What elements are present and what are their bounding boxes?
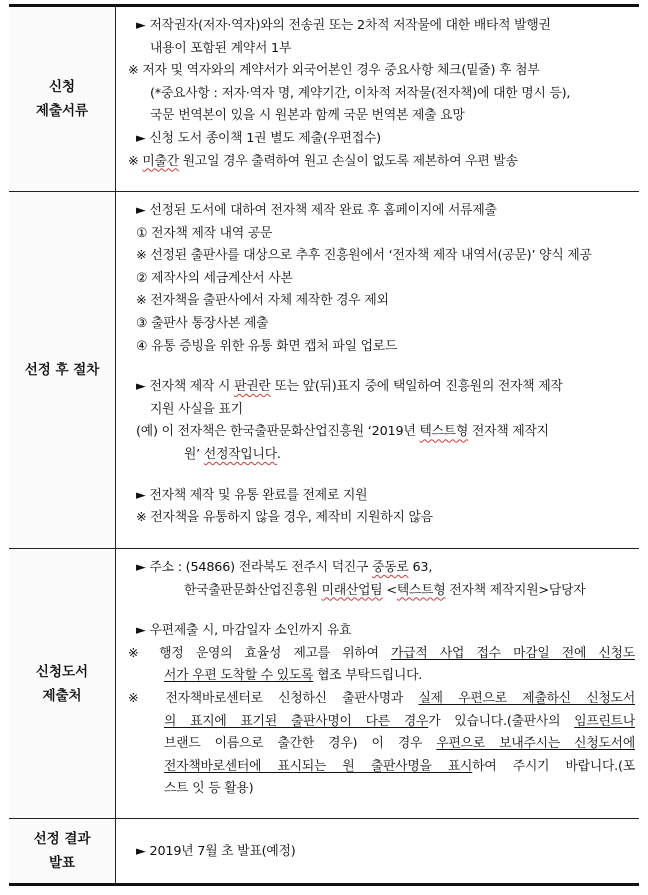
section-content <box>116 192 640 549</box>
emphasized-text: 미출간 <box>142 153 179 169</box>
text-run: ※ <box>128 153 143 169</box>
section-content <box>116 549 640 819</box>
text-run: ※ 저자 및 역자와의 계약서가 외국어본인 경우 중요사항 체크(밑줄) 후 첨부 <box>128 63 540 79</box>
text-line <box>128 60 635 83</box>
text-line <box>128 507 635 530</box>
section-row <box>9 819 639 885</box>
text-line <box>128 128 635 151</box>
text-run: ► 주소 : (54866) 전라북도 전주시 덕진구 <box>136 560 373 575</box>
text-line <box>128 756 635 779</box>
text-run: 협조 부탁드립니다. <box>313 668 423 684</box>
text-run: < <box>382 582 397 598</box>
text-run: ※ 행정 운영의 효율성 제고를 위하여 <box>128 645 392 661</box>
text-line <box>128 580 635 603</box>
emphasized-text: 선정작입니다 <box>203 446 277 462</box>
text-run: ※ 전자책을 유통하지 않을 경우, 제작비 지원하지 않음 <box>136 510 433 526</box>
emphasized-text: 가급적 사업 접수 마감일 전에 신청도 <box>391 645 635 661</box>
text-run: 한국출판문화산업진흥원 <box>184 582 322 598</box>
text-run: 원’ <box>184 446 204 462</box>
text-run: 국문 번역본이 있을 시 원본과 함께 국문 번역본 제출 요망 <box>150 108 465 124</box>
text-line <box>128 711 635 734</box>
section-label: 신청도서 제출처 <box>9 549 116 819</box>
emphasized-text: 의 표지에 표기된 출판사명이 다른 경우 <box>164 713 429 729</box>
text-line <box>128 336 635 359</box>
section-row <box>9 549 639 819</box>
text-run: ► 전자책 제작 시 <box>136 379 235 395</box>
emphasized-text: 미래산업팀 <box>321 582 383 598</box>
section-row <box>9 192 639 549</box>
text-run: ► 선정된 도서에 대하여 전자책 제작 완료 후 홈페이지에 서류제출 <box>136 203 497 218</box>
text-line <box>128 105 635 128</box>
text-run: ③ 출판사 통장사본 제출 <box>136 315 269 331</box>
text-line <box>128 665 635 688</box>
text-run: ► 우편제출 시, 마감일자 소인까지 유효 <box>136 623 352 639</box>
application-info-table <box>9 4 639 886</box>
text-line <box>128 376 635 399</box>
text-line <box>128 733 635 756</box>
text-run: ① 전자책 제작 내역 공문 <box>136 225 273 241</box>
text-run: ► 저작권자(저자·역자)와의 전송권 또는 2차적 저작물에 대한 배타적 발행권 <box>136 18 551 33</box>
spacer <box>128 358 635 376</box>
text-run: ※ 전자책바로센터로 신청하신 출판사명과 <box>128 690 419 706</box>
text-run: 전자책 제작지 <box>468 424 549 440</box>
text-run: 지원 사실을 표기 <box>150 401 243 417</box>
emphasized-text: 전자책바로센터에 표시되는 원 출판사명을 표시 <box>164 758 473 774</box>
text-line <box>128 688 635 711</box>
emphasized-text: 실제 우편으로 제출하신 신청도서 <box>418 690 635 706</box>
text-run: 또는 앞(뒤)표지 중에 택일하여 진흥원의 전자책 제작 <box>270 379 563 395</box>
text-line <box>128 151 635 174</box>
text-line <box>128 620 635 643</box>
text-run: 원고일 경우 출력하여 원고 손실이 없도록 제본하여 우편 발송 <box>178 153 518 169</box>
text-run: ► 전자책 제작 및 유통 완료를 전제로 지원 <box>136 487 368 503</box>
text-run: ※ 전자책을 출판사에서 자체 제작한 경우 제외 <box>136 293 389 309</box>
section-content <box>116 819 640 885</box>
text-line <box>128 245 635 268</box>
text-line <box>128 485 635 508</box>
section-label: 선정 결과 발표 <box>9 819 116 885</box>
text-line <box>128 83 635 106</box>
text-run: ② 제작사의 세금계산서 사본 <box>136 270 293 286</box>
text-line <box>128 643 635 666</box>
text-run: 내용이 포함된 계약서 1부 <box>150 40 292 56</box>
text-run: (*중요사항 : 저자·역자 명, 계약기간, 이차적 저작물(전자책)에 대한 명시 등), <box>150 85 571 101</box>
section-label: 선정 후 절차 <box>9 192 116 549</box>
text-run: ※ 선정된 출판사를 대상으로 추후 진흥원에서 ‘전자책 제작 내역서(공문)’ 양식 제공 <box>136 248 592 264</box>
emphasized-text: 임프린트나 <box>574 713 635 729</box>
text-line <box>128 841 635 864</box>
section-row <box>9 6 639 192</box>
text-run: 가 있습니다.(출판사의 <box>428 713 575 729</box>
text-run: 63, <box>408 560 433 575</box>
text-run: ► 신청 도서 종이책 1권 별도 제출(우편접수) <box>136 130 381 146</box>
text-line <box>128 223 635 246</box>
text-run: (예) 이 전자책은 한국출판문화산업진흥원 ‘2019년 <box>136 424 420 440</box>
emphasized-text: 텍스트형 <box>419 424 469 440</box>
emphasized-text: 판권란 <box>234 379 271 395</box>
text-line <box>128 15 635 38</box>
text-line <box>128 421 635 444</box>
text-line <box>128 778 635 801</box>
text-run: 스트 잇 등 활용) <box>164 781 254 797</box>
emphasized-text: 중동로 <box>372 560 409 575</box>
text-line <box>128 290 635 313</box>
text-line <box>128 38 635 61</box>
emphasized-text: 우편으로 보내주시는 신청도서에 <box>436 736 635 752</box>
text-line <box>128 444 635 467</box>
text-run: 전자책 제작지원>담당자 <box>445 582 586 598</box>
text-line <box>128 200 635 223</box>
text-run: ④ 유통 증빙을 위한 유통 화면 캡처 파일 업로드 <box>136 338 398 354</box>
emphasized-text: 서가 우편 도착할 수 있도록 <box>164 668 314 684</box>
text-run: . <box>276 446 281 462</box>
spacer <box>128 467 635 485</box>
section-content <box>116 6 640 192</box>
text-line <box>128 313 635 336</box>
text-line <box>128 557 635 580</box>
text-run: ► 2019년 7월 초 발표(예정) <box>136 843 296 859</box>
text-run: 하여 주시기 바랍니다.(포 <box>472 758 635 774</box>
emphasized-text: 텍스트형 <box>396 582 446 598</box>
text-run: 브랜드 이름으로 출간한 경우) 이 경우 <box>164 736 437 752</box>
spacer <box>128 602 635 620</box>
text-line <box>128 399 635 422</box>
text-line <box>128 268 635 291</box>
section-label: 신청 제출서류 <box>9 6 116 192</box>
